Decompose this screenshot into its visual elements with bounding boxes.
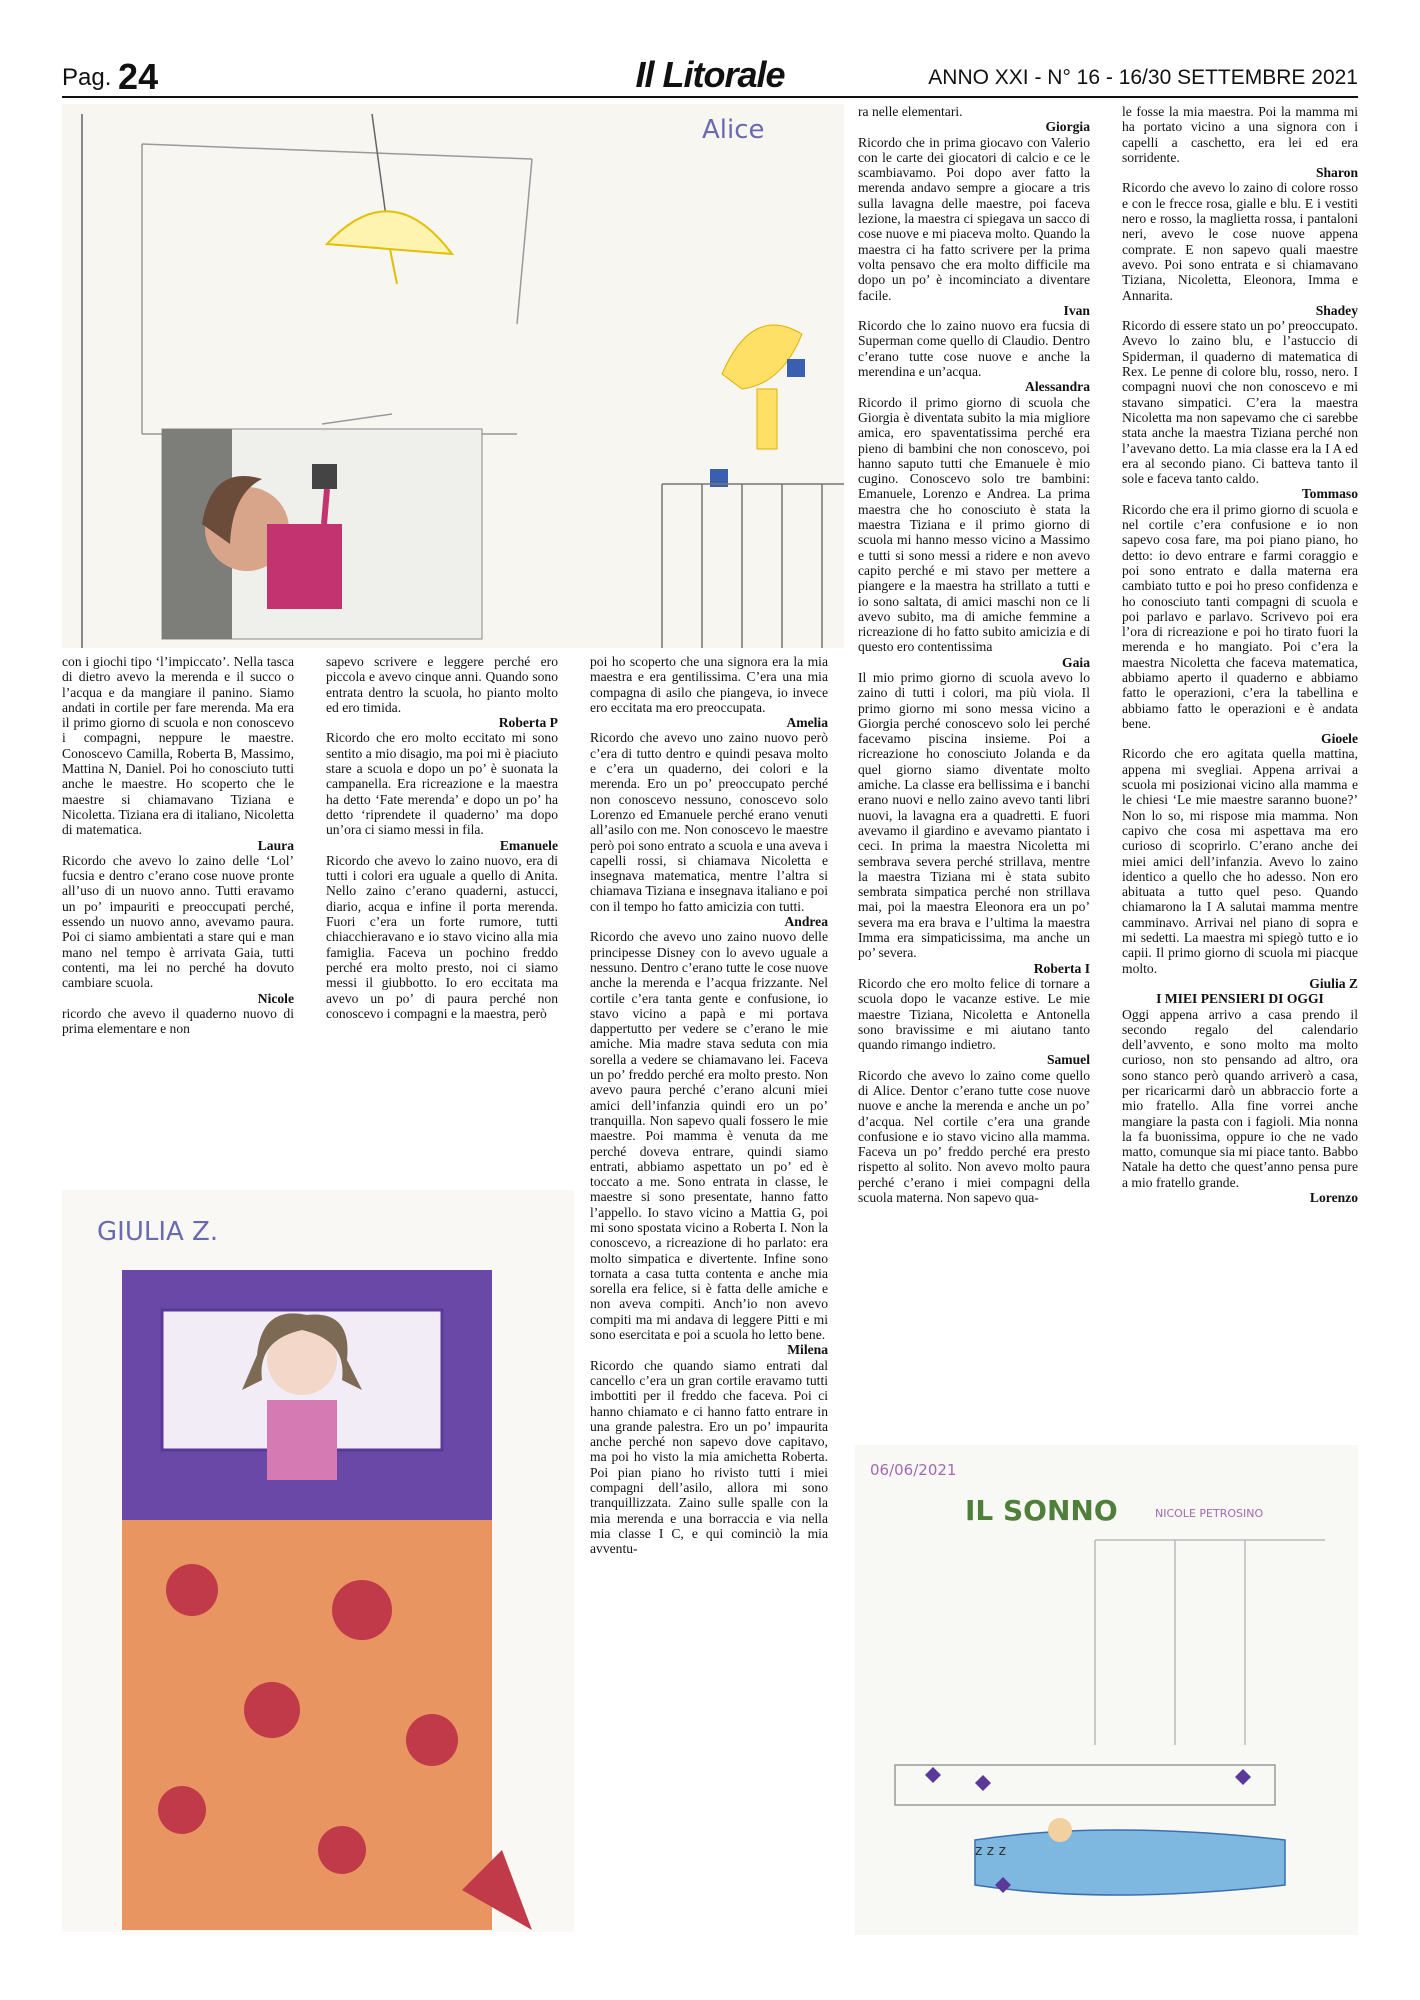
author-signature: Emanuele (499, 837, 558, 853)
paragraph: Ricordo che ero agitata quella mattina, appena mi svegliai. Appena arrivai a scuola mi posizionai vicino alla mamma e le chiesi ‘Le mie maestre saranno buone?’ Non lo so, mi rispose mia mamma. Non capivo che cosa mi aspettava ma ero curioso di scoprirlo. C’erano anche dei miei amici dell’infanzia. Avevo lo zaino identico a quello che ho adesso. Non ero abituata a tutto quel peso. Quando chiamarono la I A salutai mamma mentre camminavo. Arrivai nel piano di sopra e mi sedetti. La maestra mi spiegò tutto e io capii. Il primo giorno di scuola mi piacque molto. (1122, 746, 1358, 976)
paragraph: le fosse la mia maestra. Poi la mamma mi ha portato vicino a una signora con i capelli a caschetto, era lei ed era sorridente. (1122, 104, 1358, 165)
header-rule (62, 96, 1358, 98)
paragraph: Ricordo che ero molto felice di tornare a scuola dopo le vacanze estive. Le mie maestre Tiziana, Nicoletta e Antonella sono bravissime e mi aiutano tanto quando rimango indietro. (858, 975, 1090, 1053)
paragraph: Ricordo che ero molto eccitato mi sono sentito a mio disagio, ma poi mi è piaciuto stare a scuola e dopo un po’ è suonata la campanella. Era ricreazione e la maestra ha detto ‘Fate merenda’ e dopo un po’ ha detto ‘riprendete il quaderno’ ma dopo un’ora ci siamo messi in fila. (326, 730, 558, 838)
paragraph: Ricordo che avevo lo zaino nuovo, era di tutti i colori era uguale a quello di Anita. Nello zaino c’erano quaderni, astucci, diario, acqua e infine il porta merenda. Fuori c’era un forte rumore, tutti chiacchieravano e io stavo vicino alla mia famiglia. Faceva un pochino freddo perché era molto presto, noi ci siamo messi il giubbotto. Io ero eccitata ma avevo un po’ di paura perché non conoscevo i compagni e la maestra, però (326, 852, 558, 1021)
drawing-sonno-title: IL SONNO (965, 1494, 1118, 1527)
author-signature: Amelia (786, 715, 828, 731)
drawing-alice-svg (62, 104, 844, 648)
paragraph: Ricordo il primo giorno di scuola che Giorgia è diventata subito la mia migliore amica, ero spaventatissima perché era pieno di bambini che non conoscevo, poi hanno saputo tutti che Emanuele è mio cugino. Conoscevo solo tre bambini: Emanuele, Lorenzo e Andrea. La prima maestra che ho conosciuto è stata la maestra Tiziana e il primo giorno di scuola mi hanno messo vicino a Massimo e tutti si sono messi a ridere e non avevo capito perché e mi stavo per mettere a piangere e la maestra ha strillato a tutti e io sono saltata, di amici maschi non ce li avevo subito, ma di amiche femmine a ricreazione di ho fatto subito amicizia e di questo ero contentissima (858, 394, 1090, 655)
author-signature: Andrea (784, 914, 828, 930)
paragraph: Ricordo che era il primo giorno di scuola e nel cortile c’era confusione e io non sapevo cosa fare, ma poi piano piano, ho detto: io devo entrare e farmi coraggio e poi sono entrato e dalla materna era cambiato tutto e poi ho preso confidenza e ho conosciuto tanti compagni di scuola e poi parlavo e parlavo. Scrivevo poi era l’ora di ricreazione e poi ho tirato fuori la merenda e ho mangiato. Poi c’era la maestra Nicoletta che faceva matematica, abbiamo aperto il quaderno e abbiamo fatto le operazioni, c’era la tabellina e abbiamo fatto le operazioni e è andata bene. (1122, 501, 1358, 731)
column-2 (326, 654, 558, 1186)
page-label: Pag. (62, 64, 112, 91)
drawing-sonno-z: z z z (975, 1843, 1006, 1859)
author-signature: Gaia (1062, 654, 1090, 670)
drawing-sonno-date: 06/06/2021 (870, 1461, 957, 1479)
masthead-title: Il Litorale (635, 54, 785, 95)
author-signature: Nicole (257, 990, 294, 1006)
column-5 (1122, 104, 1358, 1434)
author-signature: Roberta I (1033, 960, 1090, 976)
paragraph: Ricordo che lo zaino nuovo era fucsia di Superman come quello di Claudio. Dentro c’erano tutte cose nuove e anche la merendina e un’acqua. (858, 318, 1090, 380)
author-signature: Laura (257, 837, 294, 853)
drawing-il-sonno (855, 1445, 1358, 1935)
drawing-sonno-author: NICOLE PETROSINO (1155, 1507, 1264, 1520)
author-signature: Shadey (1315, 302, 1358, 318)
paragraph: Ricordo che avevo lo zaino delle ‘Lol’ fucsia e dentro c’erano cose nuove pronte all’uso di un nuovo anno. Tutti eravamo un po’ impauriti e preoccupati perché, essendo un nuovo anno, avevamo paura. Poi ci siamo ambientati a stare qui e man mano nel tempo è arrivata Gaia, tutti contenti, ma lei no perché ha dovuto cambiare scuola. (62, 852, 294, 991)
paragraph: Ricordo che avevo uno zaino nuovo delle principesse Disney con lo avevo uguale a nessuno. Dentro c’erano tutte le cose nuove anche la merenda e l’acqua frizzante. Nel cortile c’era tanta gente e confusione, io stavo vicino a papà e mi portava dappertutto per vedere se c’erano le mie amiche. Mia madre stava seduta con mia sorella a vedere se chiamavano lei. Faceva un po’ freddo perché era molto presto. Non avevo paura perché c’erano alcuni miei amici dell’infanzia quindi ero un po’ tranquilla. Non sapevo quali fossero le mie maestre. Poi mamma è venuta da me perché doveva entrare, quindi siamo entrati, abbiamo aspettato un po’ ed è toccato a me. Sono entrata in classe, le maestre si sono presentate, hanno fatto l’appello. Io stavo vicino a Mattia G, poi mi sono spostata vicino a Roberta I. Non la conoscevo, a ricreazione di ho parlato: era molto simpatica e divertente. Infine sono tornata a casa tutta contenta e anche mia sorella era felice, si è fatta delle amiche e non aveva compiti. Anch’io non avevo compiti ma mi andava di leggere Pitti e mi sono esercitata e poi a scuola ho letto bene. (590, 929, 828, 1343)
author-signature: Tommaso (1301, 486, 1358, 502)
author-signature: Sharon (1315, 165, 1358, 181)
author-signature: Giorgia (1045, 119, 1090, 135)
paragraph: sapevo scrivere e leggere perché ero piccola e avevo cinque anni. Quando sono entrata dentro la scuola, ho pianto molto ed ero timida. (326, 654, 558, 715)
drawing-alice-name: Alice (702, 115, 765, 145)
drawing-alice (62, 104, 844, 648)
drawing-giulia-svg (62, 1190, 574, 1932)
page-number-label (62, 56, 158, 98)
author-signature: Samuel (1046, 1052, 1090, 1068)
paragraph: Oggi appena arrivo a casa prendo il secondo regalo del calendario dell’avvento, e sono molto ma molto curioso, non sto pensando ad altro, ora sono stanco però quando arriverò a casa, per ricaricarmi darò un abbraccio forte a mio fratello. Alla fine vorrei anche mangiare la pasta con i fagioli. Mia nonna la fa buonissima, oppure io che ne vado matto, comunque sia mi piace tanto. Babbo Natale ha detto che quest’anno pensa pure a mio fratello grande. (1122, 1006, 1358, 1190)
paragraph: Ricordo che quando siamo entrati dal cancello c’era un gran cortile eravamo tutti imbottiti per il freddo che faceva. Poi ci hanno chiamato e ci hanno fatto entrare in una grande palestra. Ero un po’ impaurita anche perché non sapevo dove capitavo, ma poi ho visto la mia amichetta Roberta. Poi pian piano ho rivisto tutti i miei compagni dell’asilo, allora mi sono tranquillizzata. Zaino sulle spalle con la mia merenda e una borraccia e via nella mia classe I C, e qui cominciò la mia avventu- (590, 1357, 828, 1557)
paragraph: Ricordo di essere stato un po’ preoccupato. Avevo lo zaino blu, e l’astuccio di Spiderman, il quaderno di matematica di Rex. Le penne di colore blu, rosso, nero. I compagni nuovi che non conoscevo e mi stavano simpatici. C’era la maestra Nicoletta ma non sapevamo che ci sarebbe stata anche la maestra Tiziana perché non l’avevano detto. La mia classe era la I A ed era al secondo piano. Ci batteva tanto il sole e faceva tanto caldo. (1122, 318, 1358, 487)
author-signature: Milena (787, 1342, 828, 1358)
author-signature: Ivan (1063, 302, 1090, 318)
paragraph: Ricordo che avevo lo zaino di colore rosso e con le frecce rosa, gialle e blu. E i vestiti nero e rosso, la maglietta rossa, i pantaloni neri, avevo le cose nuove appena comprate. E non sapevo quali maestre avevo. Poi sono entrata e si chiamavano Tiziana, Nicoletta, Eleonora, Imma e Annarita. (1122, 180, 1358, 303)
page-number: 24 (118, 56, 159, 97)
column-4 (858, 104, 1090, 1434)
paragraph: Ricordo che avevo uno zaino nuovo però c’era di tutto dentro e quindi pesava molto e c’era un quaderno, dei colori e la merenda. Ero un po’ preoccupato perché non conoscevo nessuno, conoscevo solo Lorenzo ed Emanuele perché erano venuti all’asilo con me. Non conoscevo le maestre però poi sono entrato a scuola e una aveva i capelli rossi, si chiamava Nicoletta e insegnava matematica, mentre l’altra si chiamava Tiziana e insegnava italiano e poi con il tempo ho fatto amicizia con tutti. (590, 730, 828, 914)
drawing-il-sonno-svg (855, 1445, 1358, 1935)
issue-info: ANNO XXI - N° 16 - 16/30 SETTEMBRE 2021 (928, 66, 1358, 89)
paragraph: Ricordo che in prima giocavo con Valerio con le carte dei giocatori di calcio e ce le scambiavamo. Poi dopo aver fatto la merenda andavo sempre a giocare a tris sulla lavagna delle maestre, poi faceva lezione, la maestra ci spiegava un sacco di cose nuove e mi piaceva molto. Quando la maestra ci ha fatto scrivere per la prima volta pensavo che era molto difficile ma dopo un po’ è incominciato a diventare facile. (858, 134, 1090, 303)
author-signature: Giulia Z (1309, 975, 1358, 991)
column-3 (590, 654, 828, 1950)
author-signature: Gioele (1321, 731, 1358, 747)
paragraph: con i giochi tipo ‘l’impiccato’. Nella tasca di dietro avevo la merenda e il succo o l’acqua e da mangiare il panino. Siamo andati in cortile per fare merenda. Ma era il primo giorno di scuola e non conoscevo i compagni, neppure le maestre. Conoscevo Camilla, Roberta B, Massimo, Mattina N, Daniel. Poi ho conosciuto tutti anche le maestre. Ho scoperto che le maestre si chiamavano Tiziana e Nicoletta. Tiziana era di italiano, Nicoletta di matematica. (62, 654, 294, 838)
section-heading: I MIEI PENSIERI DI OGGI (1156, 991, 1324, 1007)
paragraph: ra nelle elementari. (858, 104, 963, 119)
drawing-giulia-name: GIULIA Z. (97, 1217, 219, 1247)
paragraph: poi ho scoperto che una signora era la mia maestra e era gentilissima. C’era una mia compagna di asilo che piangeva, io invece ero eccitata ma ero preoccupata. (590, 654, 828, 715)
author-signature: Alessandra (1025, 379, 1090, 395)
column-1 (62, 654, 294, 1186)
paragraph: Il mio primo giorno di scuola avevo lo zaino di tutti i colori, ma più viola. Il primo giorno mi sono messa vicino a Giorgia perché conoscevo solo lei perché facevamo piscina insieme. Poi a ricreazione ho conosciuto Jolanda e da quel giorno siamo diventate molto amiche. La classe era bellissima e i banchi erano nuovi e nello zaino avevo tanti libri nuovi, la lavagna era a quadretti. E fuori avevamo il giardino e avevamo piantato i ceci. In prima la maestra Nicoletta mi sembrava severa perché strillava, mentre la maestra Tiziana mi è stata subito sembrata simpatica perché non strillava mai, poi la maestra Eleonora era un po’ severa ma era brava e l’ultima la maestra Imma era simpaticissima, ma anche un po’ severa. (858, 669, 1090, 961)
author-signature: Lorenzo (1309, 1190, 1358, 1206)
paragraph: Ricordo che avevo lo zaino come quello di Alice. Dentor c’erano tutte cose nuove nuove e anche la merenda e anche un po’ d’acqua. Nel cortile c’era una grande confusione e io stavo vicino alla mamma. Faceva un po’ freddo perché era presto rispetto al solito. Non avevo molto paura perché c’erano i miei compagni della scuola materna. Non sapevo qua- (858, 1067, 1090, 1206)
drawing-giulia (62, 1190, 574, 1932)
author-signature: Roberta P (498, 715, 558, 731)
paragraph: ricordo che avevo il quaderno nuovo di prima elementare e non (62, 1005, 294, 1037)
